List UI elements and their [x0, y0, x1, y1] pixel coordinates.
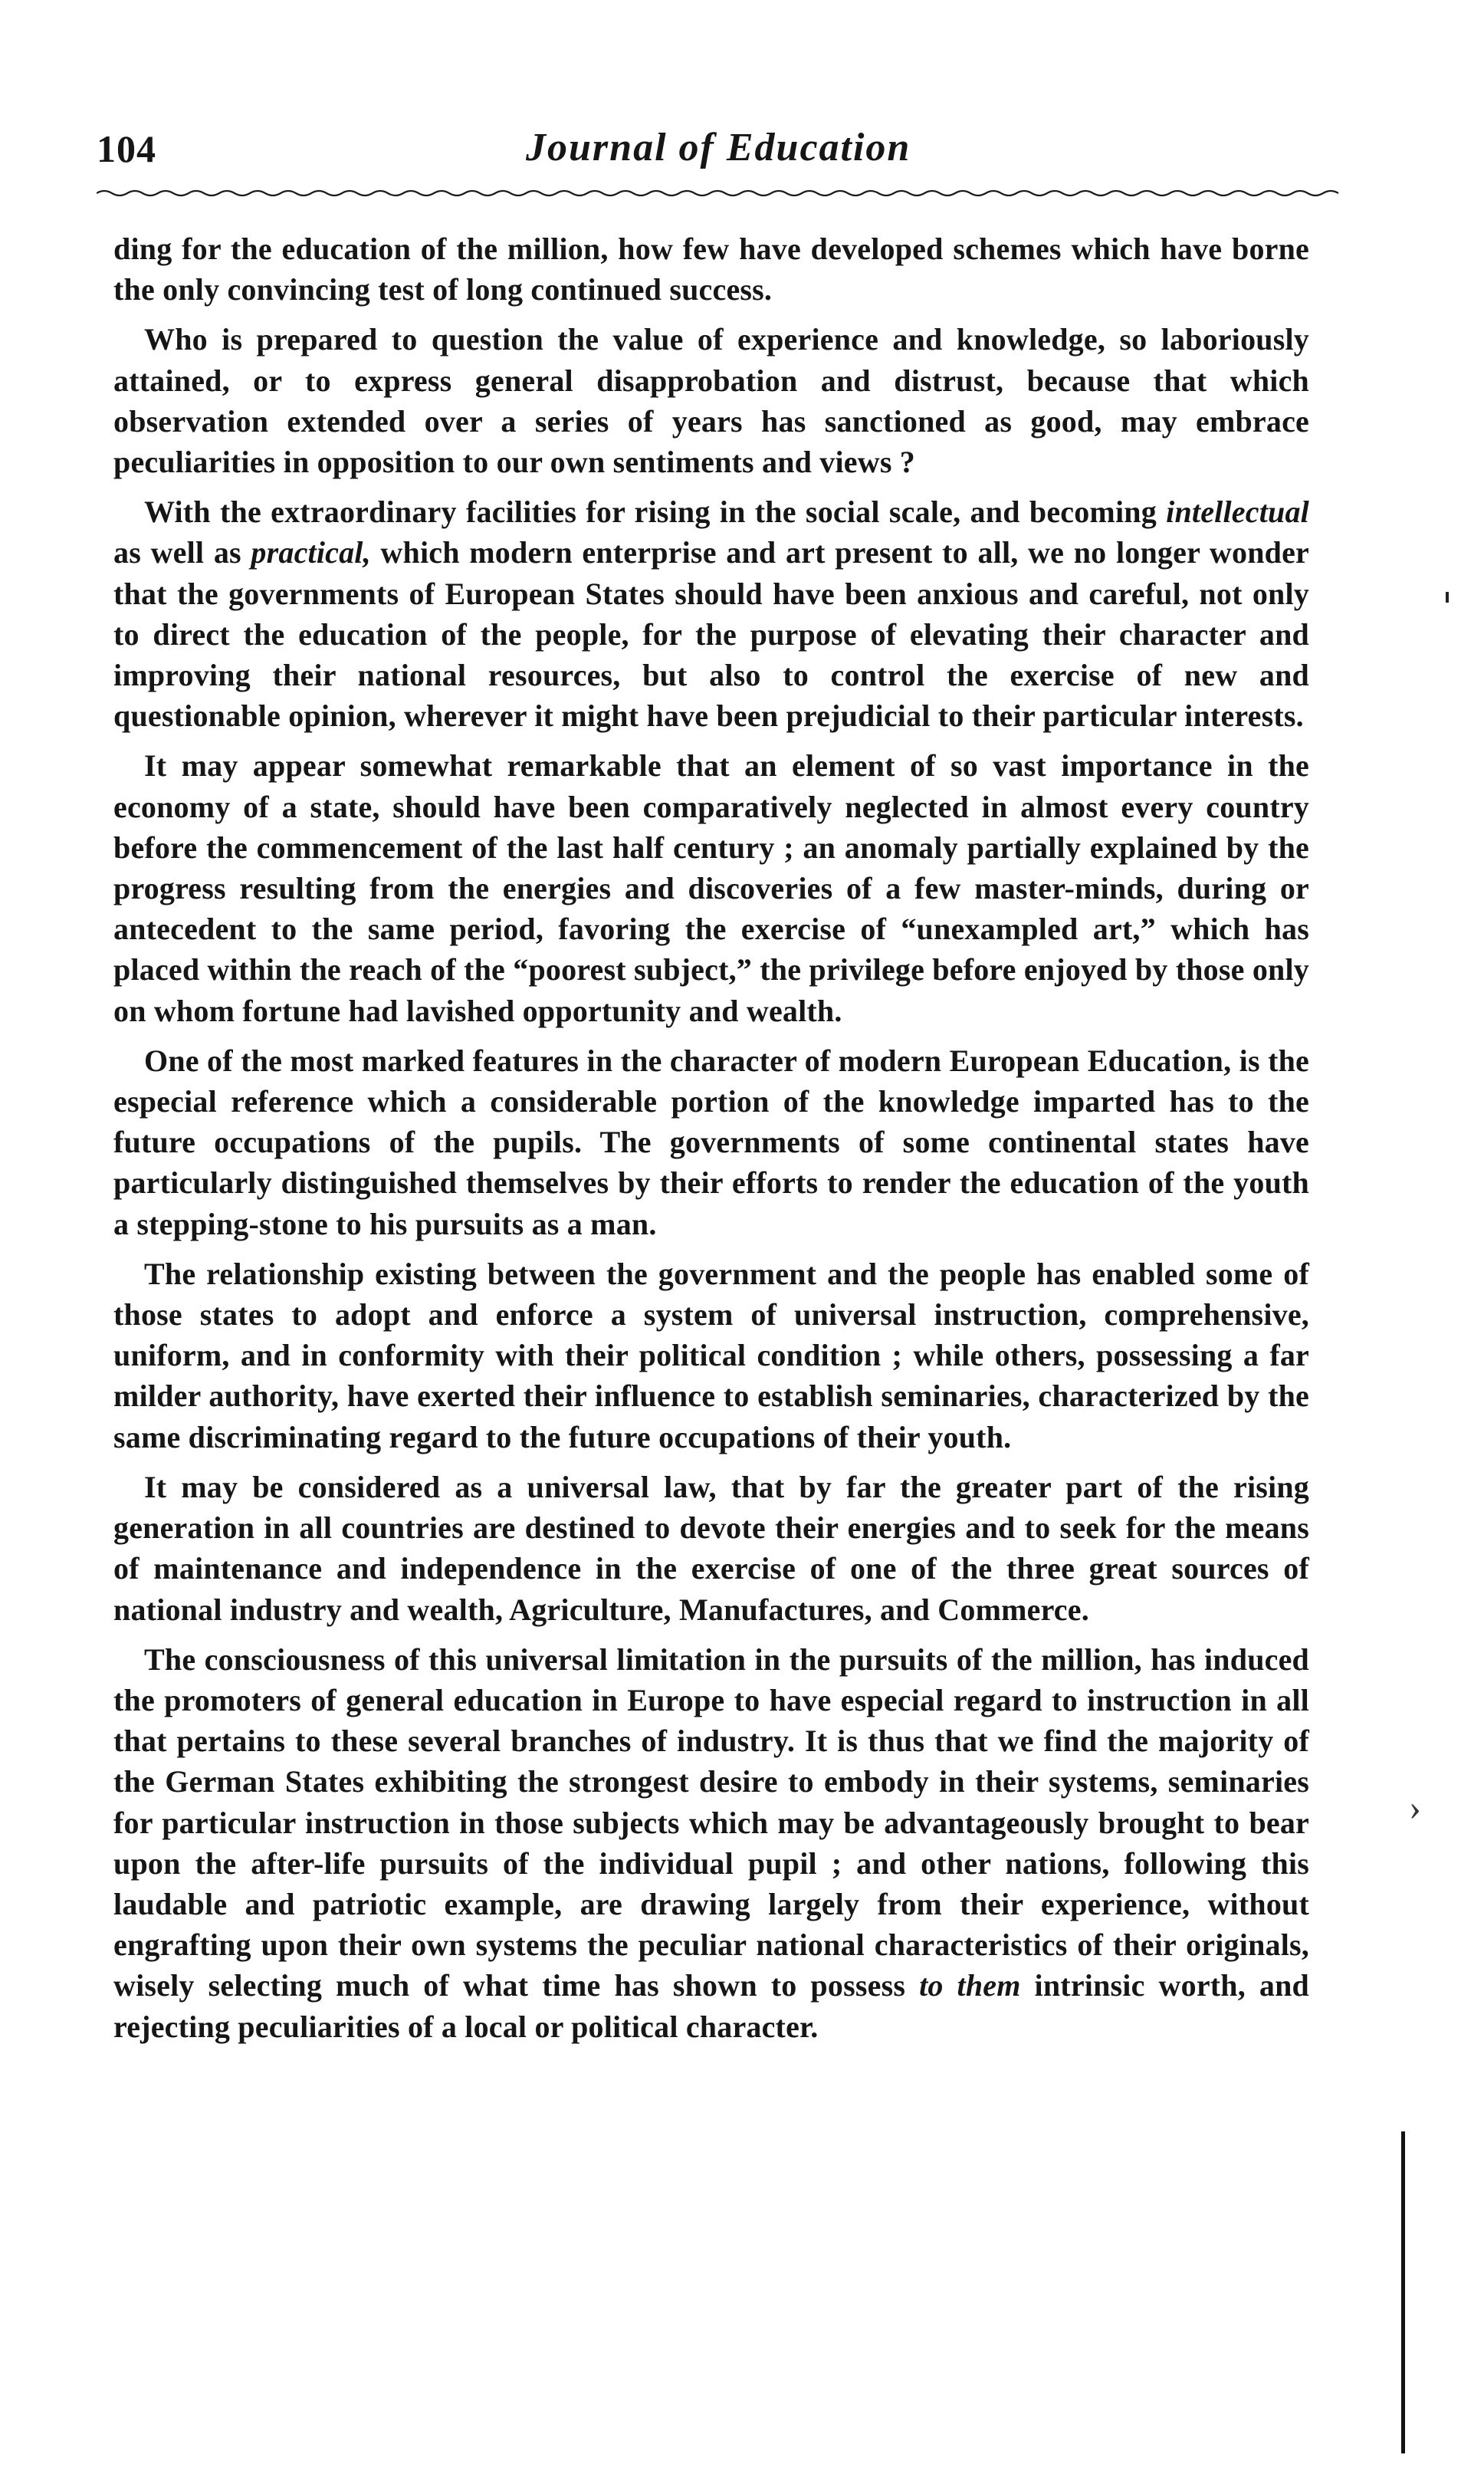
margin-mark	[1446, 592, 1449, 603]
text-run: With the extraordinary facilities for rising in the social scale, and becoming	[144, 495, 1167, 530]
text-run: It may be considered as a universal law, that by far the greater part of the rising generation in all countries are destined to devote their energies and to seek for the means of maintenance and independence in the exercise of one of the three great sources of national industry and wealth, Agriculture, Manufactures, and Commerce.	[113, 1469, 1309, 1627]
italic-text: to them	[919, 1968, 1021, 2003]
text-run: as well as	[113, 535, 251, 570]
paragraph	[113, 1467, 1309, 1630]
page-number: 104	[97, 127, 156, 170]
header-rule	[97, 188, 1346, 199]
paragraph	[113, 745, 1309, 1030]
article-body	[113, 228, 1309, 2056]
text-run: intrinsic worth, and rejecting peculiarities of a local or political character.	[113, 1968, 1309, 2044]
margin-bracket-mark: ›	[1409, 1787, 1421, 1828]
text-run: The relationship existing between the government and the people has enabled some of those states to adopt and enforce a system of universal instruction, comprehensive, uniform, and in conformity with their political condition ; while others, possessing a far milder authority, have exerted their influence to establish seminaries, characterized by the same discriminating regard to the future occupations of their youth.	[113, 1256, 1309, 1454]
paragraph	[113, 491, 1309, 736]
text-run: ding for the education of the million, how few have developed schemes which have borne the only convincing test of long continued success.	[113, 232, 1309, 307]
text-run: The consciousness of this universal limitation in the pursuits of the million, has induced the promoters of general education in Europe to have especial regard to instruction in all that pertains to these several branches of industry. It is thus that we find the majority of the German States exhibiting the strongest desire to embody in their systems, seminaries for particular instruction in those subjects which may be advantageously brought to bear upon the after-life pursuits of the individual pupil ; and other nations, following this laudable and patriotic example, are drawing largely from their experience, without engrafting upon their own systems the peculiar national characteristics of their originals, wisely selecting much of what time has shown to possess	[113, 1641, 1309, 2003]
italic-text: intellectual	[1166, 495, 1309, 530]
paragraph	[113, 319, 1309, 482]
paragraph	[113, 1254, 1309, 1457]
paragraph	[113, 1639, 1309, 2047]
running-title: Journal of Education	[526, 126, 911, 169]
text-run: One of the most marked features in the character of modern European Education, is the especial reference which a considerable portion of the knowledge imparted has to the future occupations of the pupils. The governments of some continental states have particularly distinguished themselves by their efforts to render the education of the youth a stepping-stone to his pursuits as a man.	[113, 1043, 1309, 1241]
text-run: Who is prepared to question the value of experience and knowledge, so laboriously attained, or to express general disapprobation and distrust, because that which observation extended over a series of years has sanctioned as good, may embrace peculiarities in opposition to our own sentiments and views ?	[113, 322, 1309, 480]
page-header	[97, 127, 1338, 180]
text-run: which modern enterprise and art present to all, we no longer wonder that the governments of European States should have been anxious and careful, not only to direct the education of the people, for the purpose of elevating their character and improving their national resources, but also to control the exercise of new and questionable opinion, wherever it might have been prejudicial to their particular interests.	[113, 535, 1309, 734]
italic-text: practical,	[251, 535, 371, 570]
text-run: It may appear somewhat remarkable that an element of so vast importance in the economy of a state, should have been comparatively neglected in almost every country before the commencement of the last half century ; an anomaly partially explained by the progress resulting from the energies and discoveries of a few master-minds, during or antecedent to the same period, favoring the exercise of “unexampled art,” which has placed within the reach of the “poorest subject,” the privilege before enjoyed by those only on whom fortune had lavished opportunity and wealth.	[113, 748, 1309, 1028]
paragraph	[113, 1040, 1309, 1244]
margin-bar	[1401, 2131, 1405, 2453]
paragraph	[113, 228, 1309, 310]
